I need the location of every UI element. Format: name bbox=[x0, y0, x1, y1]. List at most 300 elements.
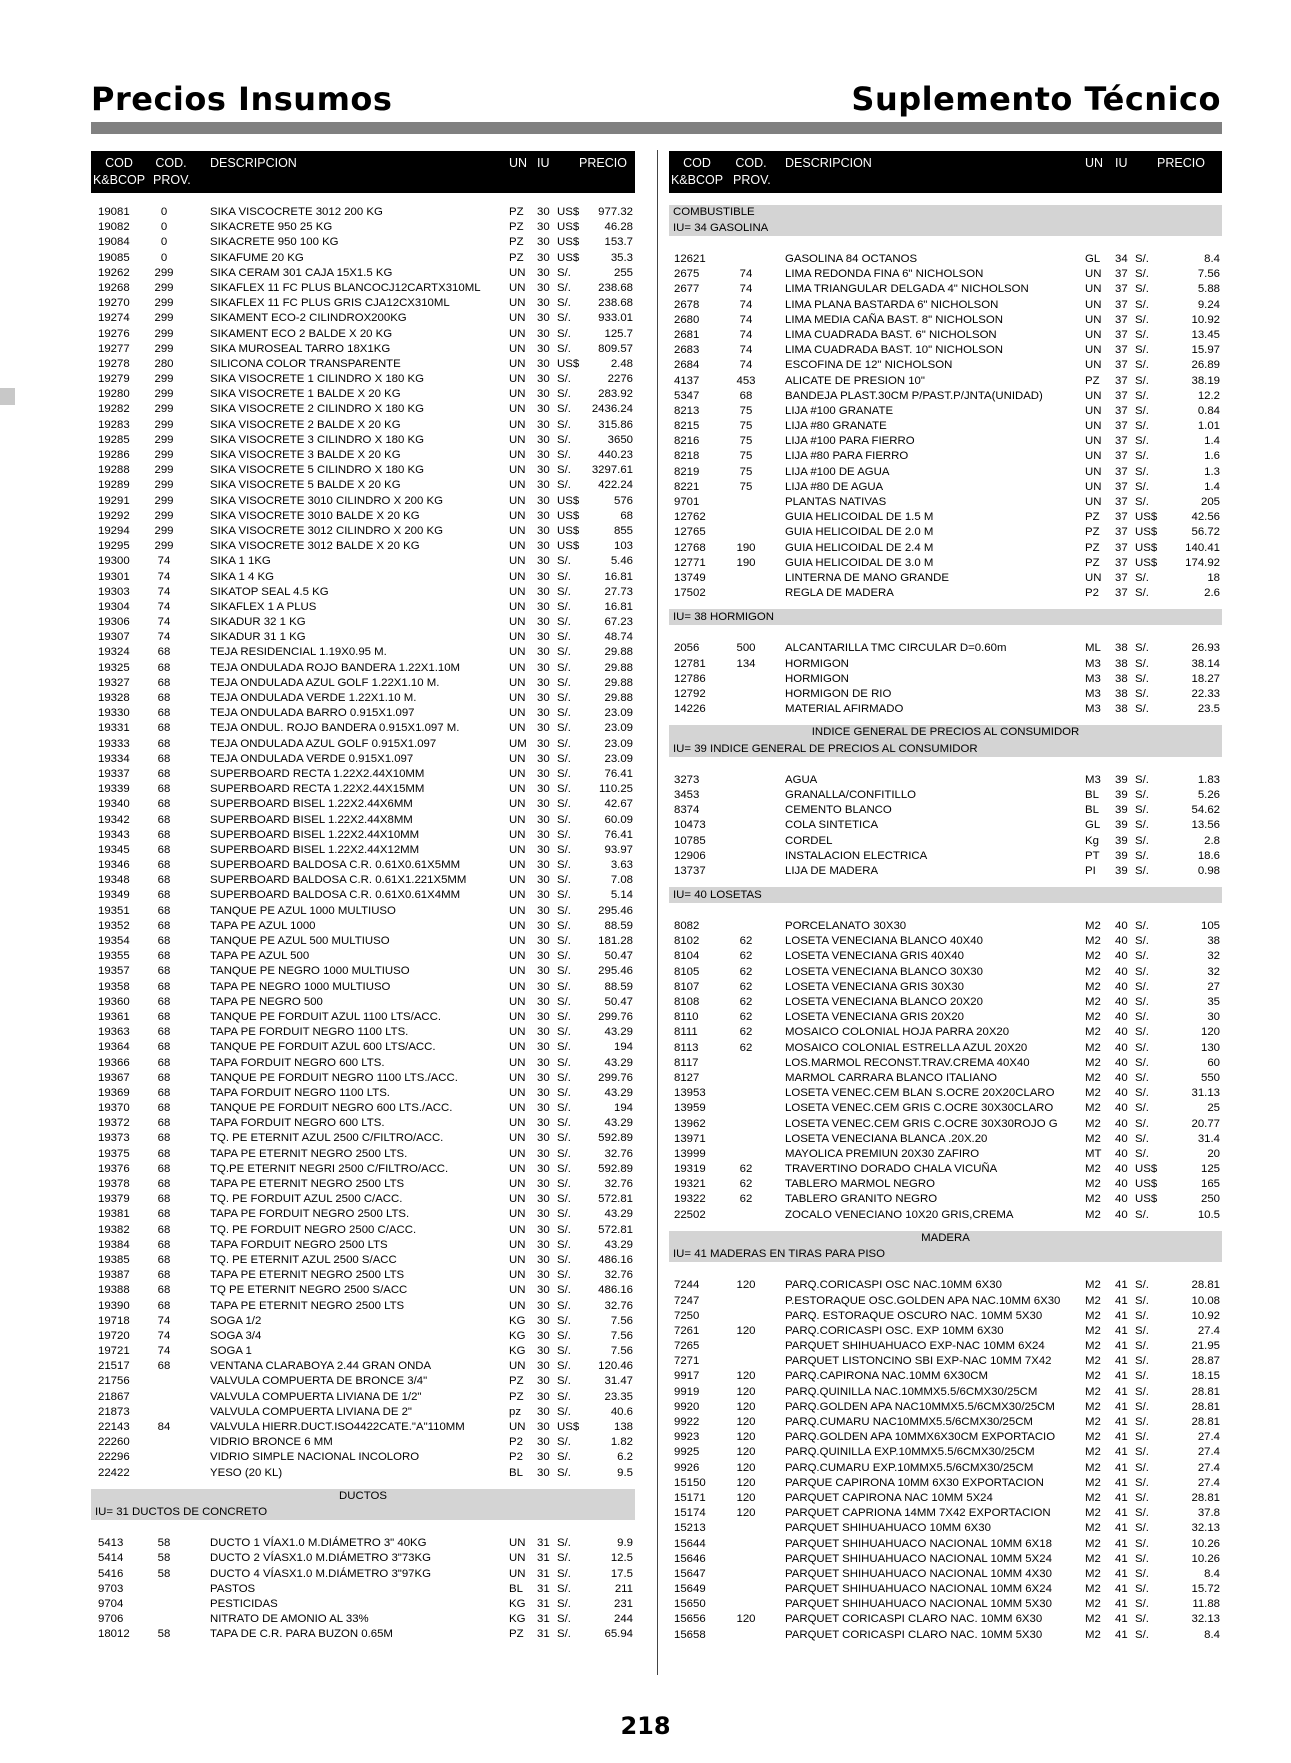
cell-unit: UN bbox=[509, 418, 526, 431]
cell-price: 1.82 bbox=[610, 1436, 633, 1449]
cell-cod: 22502 bbox=[674, 1208, 706, 1221]
cell-cod: 19324 bbox=[98, 646, 130, 659]
cell-unit: M3 bbox=[1085, 773, 1101, 786]
cell-price: 18.6 bbox=[1197, 849, 1220, 862]
cell-price: 32.76 bbox=[604, 1147, 633, 1160]
cell-price: 2436.24 bbox=[591, 403, 633, 416]
cell-prov: 120 bbox=[736, 1446, 756, 1459]
cell-description: LOSETA VENEC.CEM GRIS C.OCRE 30X30ROJO G bbox=[785, 1117, 1058, 1130]
table-row bbox=[669, 1147, 1222, 1162]
cell-prov: 299 bbox=[154, 524, 174, 537]
cell-currency: S/. bbox=[557, 1329, 571, 1342]
cell-description: TAPA FORDUIT NEGRO 600 LTS. bbox=[210, 1056, 385, 1069]
cell-currency: S/. bbox=[1135, 1011, 1149, 1024]
cell-price: 592.89 bbox=[598, 1132, 633, 1145]
cell-unit: M2 bbox=[1085, 1309, 1101, 1322]
table-row bbox=[669, 1369, 1222, 1384]
cell-description: LIMA MEDIA CAÑA BAST. 8" NICHOLSON bbox=[785, 313, 1003, 326]
cell-unit: UN bbox=[509, 1208, 526, 1221]
table-row bbox=[91, 630, 635, 645]
cell-prov: 62 bbox=[739, 1011, 753, 1024]
cell-price: 20 bbox=[1207, 1147, 1220, 1160]
cell-price: 43.29 bbox=[604, 1056, 633, 1069]
cell-currency: S/. bbox=[557, 1628, 571, 1641]
cell-unit: GL bbox=[1085, 819, 1101, 832]
table-row bbox=[669, 1101, 1222, 1116]
cell-currency: US$ bbox=[557, 236, 580, 249]
cell-price: 7.56 bbox=[610, 1329, 633, 1342]
cell-description: TEJA RESIDENCIAL 1.19X0.95 M. bbox=[210, 646, 387, 659]
cell-cod: 8213 bbox=[674, 404, 700, 417]
cell-cod: 19381 bbox=[98, 1208, 130, 1221]
cell-currency: US$ bbox=[557, 524, 580, 537]
cell-prov: 190 bbox=[736, 556, 756, 569]
cell-price: 299.76 bbox=[598, 1071, 633, 1084]
cell-price: 283.92 bbox=[598, 388, 633, 401]
cell-iu: 40 bbox=[1115, 965, 1128, 978]
cell-currency: S/. bbox=[1135, 1355, 1149, 1368]
cell-description: SIKAFUME 20 KG bbox=[210, 251, 304, 264]
price-table-left bbox=[91, 151, 635, 1643]
cell-iu: 40 bbox=[1115, 950, 1128, 963]
cell-unit: PT bbox=[1085, 849, 1100, 862]
cell-iu: 40 bbox=[1115, 1011, 1128, 1024]
cell-currency: S/. bbox=[557, 1345, 571, 1358]
cell-iu: 30 bbox=[537, 1162, 550, 1175]
cell-unit: UN bbox=[509, 1360, 526, 1373]
table-row bbox=[91, 1207, 635, 1222]
table-row bbox=[91, 554, 635, 569]
cell-cod: 12765 bbox=[674, 526, 706, 539]
cell-iu: 30 bbox=[537, 1178, 550, 1190]
cell-iu: 30 bbox=[537, 919, 550, 932]
cell-unit: UN bbox=[509, 616, 526, 629]
cell-price: 1.3 bbox=[1204, 465, 1220, 478]
cell-cod: 19268 bbox=[98, 281, 130, 294]
cell-description: PARQUET SHIHUAHUACO 10MM 6X30 bbox=[785, 1522, 991, 1535]
cell-price: 21.95 bbox=[1191, 1340, 1220, 1353]
cell-currency: S/. bbox=[557, 813, 571, 826]
cell-description: MAYOLICA PREMIUN 20X30 ZAFIRO bbox=[785, 1147, 980, 1160]
cell-description: VALVULA HIERR.DUCT.ISO4422CATE."A"110MM bbox=[210, 1421, 465, 1433]
table-row bbox=[91, 767, 635, 782]
cell-description: LOSETA VENECIANA BLANCA .20X.20 bbox=[785, 1132, 988, 1145]
cell-price: 46.28 bbox=[604, 221, 633, 234]
table-row bbox=[669, 1056, 1222, 1071]
cell-unit: pz bbox=[509, 1405, 522, 1418]
cell-currency: S/. bbox=[1135, 374, 1149, 387]
cell-price: 67.23 bbox=[604, 616, 633, 629]
cell-unit: M2 bbox=[1085, 1026, 1101, 1039]
cell-currency: S/. bbox=[1135, 1026, 1149, 1039]
cell-cod: 15171 bbox=[674, 1491, 706, 1504]
cell-iu: 39 bbox=[1115, 804, 1128, 817]
cell-description: TANQUE PE FORDUIT AZUL 1100 LTS/ACC. bbox=[210, 1010, 442, 1023]
table-row bbox=[669, 818, 1222, 833]
cell-unit: UN bbox=[509, 524, 526, 537]
cell-unit: UN bbox=[509, 1010, 526, 1023]
cell-currency: S/. bbox=[557, 1552, 571, 1565]
cell-description: ALICATE DE PRESION 10" bbox=[785, 374, 925, 387]
cell-unit: UN bbox=[1085, 389, 1102, 402]
cell-iu: 30 bbox=[537, 965, 550, 978]
table-row bbox=[669, 571, 1222, 586]
table-row bbox=[669, 389, 1222, 404]
cell-unit: UN bbox=[509, 631, 526, 644]
cell-iu: 30 bbox=[537, 1360, 550, 1373]
cell-currency: S/. bbox=[557, 965, 571, 978]
cell-iu: 30 bbox=[537, 1284, 550, 1297]
cell-iu: 40 bbox=[1115, 1041, 1128, 1054]
cell-prov: 74 bbox=[739, 283, 753, 296]
table-row bbox=[669, 1445, 1222, 1460]
cell-iu: 30 bbox=[537, 616, 550, 629]
cell-iu: 37 bbox=[1115, 298, 1128, 311]
cell-cod: 19286 bbox=[98, 449, 130, 461]
cell-price: 43.29 bbox=[604, 1026, 633, 1039]
cell-currency: S/. bbox=[557, 570, 571, 583]
cell-unit: KG bbox=[509, 1329, 526, 1342]
cell-iu: 37 bbox=[1115, 328, 1128, 341]
cell-currency: S/. bbox=[557, 1208, 571, 1221]
table-row bbox=[91, 737, 635, 752]
header-iu: IU bbox=[1115, 156, 1128, 170]
cell-unit: UN bbox=[1085, 450, 1102, 463]
cell-currency: S/. bbox=[557, 950, 571, 963]
cell-description: SIKA VISOCRETE 2 CILINDRO X 180 KG bbox=[210, 403, 424, 416]
cell-price: 440.23 bbox=[598, 449, 633, 461]
cell-description: GRANALLA/CONFITILLO bbox=[785, 788, 917, 801]
cell-iu: 39 bbox=[1115, 788, 1128, 801]
table-row bbox=[91, 251, 635, 266]
cell-unit: UN bbox=[509, 676, 526, 689]
table-row bbox=[669, 1491, 1222, 1506]
spacer bbox=[669, 601, 1222, 609]
category-label: IU= 40 LOSETAS bbox=[669, 887, 1222, 903]
cell-currency: S/. bbox=[557, 798, 571, 811]
cell-cod: 19370 bbox=[98, 1102, 130, 1115]
cell-currency: S/. bbox=[1135, 1117, 1149, 1130]
cell-currency: S/. bbox=[1135, 1431, 1149, 1444]
cell-unit: UN bbox=[509, 342, 526, 355]
cell-cod: 15656 bbox=[674, 1613, 706, 1626]
cell-price: 231 bbox=[613, 1598, 633, 1610]
cell-currency: S/. bbox=[1135, 435, 1149, 448]
cell-description: TAPA PE NEGRO 1000 MULTIUSO bbox=[210, 980, 391, 993]
cell-iu: 30 bbox=[537, 1026, 550, 1039]
cell-description: SIKA VISOCRETE 3010 BALDE X 20 KG bbox=[210, 509, 420, 522]
cell-cod: 19351 bbox=[98, 904, 130, 917]
cell-currency: S/. bbox=[1135, 849, 1149, 862]
cell-currency: S/. bbox=[1135, 1476, 1149, 1489]
cell-price: 29.88 bbox=[604, 676, 633, 689]
cell-cod: 12621 bbox=[674, 253, 706, 265]
cell-unit: PZ bbox=[1085, 526, 1100, 539]
cell-cod: 19291 bbox=[98, 494, 130, 507]
table-row bbox=[91, 813, 635, 828]
table-row bbox=[669, 1415, 1222, 1430]
table-row bbox=[669, 374, 1222, 389]
cell-description: PARQ.CAPIRONA NAC.10MM 6X30CM bbox=[785, 1370, 988, 1383]
cell-cod: 8107 bbox=[674, 980, 700, 993]
cell-cod: 15150 bbox=[674, 1476, 706, 1489]
cell-description: PARQUET LISTONCINO SBI EXP-NAC 10MM 7X42 bbox=[785, 1355, 1052, 1368]
cell-currency: S/. bbox=[1135, 1147, 1149, 1160]
cell-unit: MT bbox=[1085, 1147, 1102, 1160]
cell-currency: S/. bbox=[1135, 980, 1149, 993]
cell-currency: US$ bbox=[557, 1421, 580, 1433]
cell-prov: 68 bbox=[157, 783, 171, 796]
cell-unit: M2 bbox=[1085, 1476, 1101, 1489]
cell-unit: UN bbox=[509, 449, 526, 461]
table-row bbox=[669, 1339, 1222, 1354]
table-row bbox=[91, 949, 635, 964]
table-row bbox=[91, 919, 635, 934]
cell-prov: 74 bbox=[157, 1345, 171, 1358]
cell-cod: 15650 bbox=[674, 1598, 706, 1611]
cell-currency: S/. bbox=[1135, 1522, 1149, 1535]
cell-unit: M2 bbox=[1085, 1163, 1101, 1176]
cell-iu: 30 bbox=[537, 904, 550, 917]
cell-price: 16.81 bbox=[604, 600, 633, 613]
cell-iu: 30 bbox=[537, 995, 550, 1008]
cell-iu: 30 bbox=[537, 312, 550, 325]
table-row bbox=[91, 1025, 635, 1040]
cell-cod: 19358 bbox=[98, 980, 130, 993]
cell-prov: 74 bbox=[157, 570, 171, 583]
table-row bbox=[669, 480, 1222, 495]
cell-price: 12.2 bbox=[1197, 389, 1220, 402]
cell-price: 22.33 bbox=[1191, 687, 1220, 700]
spacer bbox=[669, 879, 1222, 887]
cell-iu: 40 bbox=[1115, 996, 1128, 1008]
cell-prov: 299 bbox=[154, 433, 174, 446]
cell-iu: 40 bbox=[1115, 920, 1128, 933]
cell-cod: 3273 bbox=[674, 773, 700, 786]
cell-description: BANDEJA PLAST.30CM P/PAST.P/JNTA(UNIDAD) bbox=[785, 389, 1043, 402]
cell-iu: 30 bbox=[537, 433, 550, 446]
table-row bbox=[669, 1071, 1222, 1086]
cell-iu: 37 bbox=[1115, 313, 1128, 326]
cell-unit: UN bbox=[509, 1223, 526, 1236]
cell-description: PARQ.GOLDEN APA 10MMX6X30CM EXPORTACIO bbox=[785, 1431, 1056, 1444]
cell-currency: S/. bbox=[557, 631, 571, 644]
table-row bbox=[669, 788, 1222, 803]
cell-unit: PZ bbox=[509, 1390, 524, 1403]
cell-prov: 68 bbox=[157, 1026, 171, 1039]
cell-iu: 30 bbox=[537, 722, 550, 735]
cell-currency: S/. bbox=[557, 828, 571, 841]
cell-prov: 74 bbox=[157, 585, 171, 598]
cell-description: TANQUE PE AZUL 1000 MULTIUSO bbox=[210, 904, 396, 917]
cell-cod: 9701 bbox=[674, 496, 700, 508]
cell-unit: UN bbox=[509, 297, 526, 310]
cell-unit: BL bbox=[1085, 804, 1099, 817]
cell-currency: S/. bbox=[557, 1102, 571, 1115]
cell-price: 32.76 bbox=[604, 1269, 633, 1282]
cell-cod: 19385 bbox=[98, 1253, 130, 1266]
cell-cod: 5414 bbox=[98, 1552, 124, 1565]
cell-description: SIKA MUROSEAL TARRO 18X1KG bbox=[210, 342, 391, 355]
cell-cod: 19306 bbox=[98, 616, 130, 629]
cell-currency: S/. bbox=[557, 373, 571, 386]
cell-description: LOSETA VENECIANA BLANCO 40X40 bbox=[785, 935, 983, 948]
cell-currency: US$ bbox=[557, 357, 580, 370]
cell-cod: 7261 bbox=[674, 1324, 700, 1337]
cell-currency: S/. bbox=[557, 433, 571, 446]
header-desc: DESCRIPCION bbox=[210, 156, 297, 170]
cell-iu: 41 bbox=[1115, 1385, 1128, 1398]
cell-unit: ML bbox=[1085, 642, 1101, 655]
cell-currency: S/. bbox=[557, 464, 571, 477]
cell-description: SIKADUR 31 1 KG bbox=[210, 631, 306, 644]
cell-prov: 500 bbox=[736, 642, 756, 655]
cell-prov: 68 bbox=[157, 859, 171, 872]
cell-price: 27.4 bbox=[1197, 1446, 1220, 1459]
cell-iu: 31 bbox=[537, 1567, 550, 1580]
cell-prov: 68 bbox=[157, 676, 171, 689]
cell-cod: 8218 bbox=[674, 450, 700, 463]
cell-description: SIKAFLEX 1 A PLUS bbox=[210, 600, 317, 613]
cell-prov: 68 bbox=[157, 1041, 171, 1054]
cell-unit: UN bbox=[509, 1102, 526, 1115]
cell-price: 295.46 bbox=[598, 965, 633, 978]
cell-price: 165 bbox=[1200, 1178, 1220, 1191]
cell-description: LIMA CUADRADA BAST. 6" NICHOLSON bbox=[785, 328, 997, 341]
cell-unit: UN bbox=[509, 585, 526, 598]
cell-description: SIKA VISOCRETE 1 CILINDRO X 180 KG bbox=[210, 373, 424, 386]
cell-iu: 37 bbox=[1115, 571, 1128, 584]
cell-cod: 15646 bbox=[674, 1552, 706, 1565]
cell-prov: 62 bbox=[739, 1026, 753, 1039]
cell-currency: US$ bbox=[557, 221, 580, 234]
cell-description: SIKA VISOCRETE 2 BALDE X 20 KG bbox=[210, 418, 401, 431]
cell-iu: 40 bbox=[1115, 1208, 1128, 1221]
cell-prov: 0 bbox=[160, 236, 168, 249]
cell-iu: 30 bbox=[537, 1193, 550, 1206]
cell-prov: 68 bbox=[157, 995, 171, 1008]
table-row bbox=[91, 1435, 635, 1450]
cell-iu: 41 bbox=[1115, 1522, 1128, 1535]
table-row bbox=[91, 585, 635, 600]
cell-description: TAPA PE ETERNIT NEGRO 2500 LTS bbox=[210, 1299, 405, 1312]
cell-unit: PZ bbox=[509, 221, 524, 234]
cell-price: 153.7 bbox=[604, 236, 633, 249]
cell-unit: PI bbox=[1085, 864, 1096, 877]
table-row bbox=[669, 702, 1222, 717]
cell-prov: 68 bbox=[157, 767, 171, 780]
cell-unit: PZ bbox=[1085, 511, 1100, 524]
cell-price: 23.35 bbox=[604, 1390, 633, 1403]
cell-price: 1.6 bbox=[1204, 450, 1220, 463]
cell-unit: M2 bbox=[1085, 1567, 1101, 1580]
cell-price: 855 bbox=[613, 524, 633, 537]
cell-cod: 19390 bbox=[98, 1299, 130, 1312]
cell-iu: 30 bbox=[537, 1117, 550, 1130]
cell-iu: 37 bbox=[1115, 374, 1128, 387]
cell-price: 27.4 bbox=[1197, 1476, 1220, 1489]
cell-description: TEJA ONDULADA AZUL GOLF 0.915X1.097 bbox=[210, 737, 437, 750]
cell-currency: S/. bbox=[557, 783, 571, 796]
cell-prov: 68 bbox=[157, 1223, 171, 1236]
cell-description: PARQ.QUINILLA NAC.10MMX5.5/6CMX30/25CM bbox=[785, 1385, 1038, 1398]
cell-description: TAPA PE FORDUIT NEGRO 2500 LTS. bbox=[210, 1208, 410, 1221]
table-row bbox=[669, 1506, 1222, 1521]
cell-iu: 30 bbox=[537, 251, 550, 264]
table-row bbox=[91, 995, 635, 1010]
cell-currency: S/. bbox=[557, 327, 571, 340]
cell-iu: 40 bbox=[1115, 1071, 1128, 1084]
cell-currency: S/. bbox=[1135, 1446, 1149, 1459]
cell-price: 25 bbox=[1207, 1102, 1220, 1115]
cell-iu: 30 bbox=[537, 661, 550, 674]
cell-description: VIDRIO SIMPLE NACIONAL INCOLORO bbox=[210, 1451, 420, 1464]
table-row bbox=[669, 1086, 1222, 1101]
cell-price: 35.3 bbox=[610, 251, 633, 264]
cell-description: LOSETA VENECIANA GRIS 20X20 bbox=[785, 1011, 964, 1024]
table-row bbox=[91, 1177, 635, 1192]
cell-unit: UN bbox=[1085, 344, 1102, 357]
cell-prov: 299 bbox=[154, 464, 174, 477]
cell-unit: UN bbox=[509, 1269, 526, 1282]
cell-cod: 8221 bbox=[674, 480, 700, 493]
cell-description: MARMOL CARRARA BLANCO ITALIANO bbox=[785, 1071, 998, 1084]
cell-currency: US$ bbox=[1135, 526, 1158, 539]
cell-price: 1.4 bbox=[1204, 480, 1220, 493]
cell-currency: S/. bbox=[557, 646, 571, 659]
cell-cod: 10473 bbox=[674, 819, 706, 832]
cell-unit: UN bbox=[509, 707, 526, 720]
category-label: IU= 38 HORMIGON bbox=[669, 609, 1222, 625]
cell-unit: UN bbox=[509, 1193, 526, 1206]
cell-currency: S/. bbox=[1135, 1507, 1149, 1520]
cell-cod: 17502 bbox=[674, 587, 706, 600]
cell-prov: 84 bbox=[157, 1421, 171, 1433]
cell-unit: UN bbox=[1085, 465, 1102, 478]
cell-iu: 39 bbox=[1115, 773, 1128, 786]
cell-prov: 68 bbox=[157, 980, 171, 993]
cell-iu: 30 bbox=[537, 1329, 550, 1342]
cell-prov: 68 bbox=[157, 661, 171, 674]
cell-currency: S/. bbox=[1135, 1056, 1149, 1069]
cell-iu: 39 bbox=[1115, 834, 1128, 847]
cell-iu: 41 bbox=[1115, 1552, 1128, 1565]
table-row bbox=[669, 1552, 1222, 1567]
cell-description: TEJA ONDULADA VERDE 0.915X1.097 bbox=[210, 752, 414, 765]
cell-cod: 9926 bbox=[674, 1461, 700, 1474]
table-row bbox=[91, 1582, 635, 1597]
table-row bbox=[669, 949, 1222, 964]
cell-currency: S/. bbox=[557, 1117, 571, 1130]
cell-currency: S/. bbox=[557, 600, 571, 613]
section-heading: INDICE GENERAL DE PRECIOS AL CONSUMIDOR bbox=[669, 725, 1222, 741]
cell-description: SIKA VISOCRETE 3010 CILINDRO X 200 KG bbox=[210, 494, 443, 507]
cell-currency: S/. bbox=[1135, 1628, 1149, 1641]
cell-iu: 31 bbox=[537, 1613, 550, 1626]
cell-cod: 15174 bbox=[674, 1507, 706, 1520]
cell-currency: S/. bbox=[1135, 965, 1149, 978]
cell-unit: UN bbox=[509, 327, 526, 340]
cell-iu: 37 bbox=[1115, 587, 1128, 600]
cell-prov: 58 bbox=[157, 1552, 171, 1565]
cell-description: PARQUET CAPRIONA 14MM 7X42 EXPORTACION bbox=[785, 1507, 1051, 1520]
cell-cod: 22260 bbox=[98, 1436, 130, 1449]
cell-description: LIJA #100 DE AGUA bbox=[785, 465, 890, 478]
table-row bbox=[669, 864, 1222, 879]
cell-cod: 15213 bbox=[674, 1522, 706, 1535]
cell-iu: 40 bbox=[1115, 1056, 1128, 1069]
cell-unit: UN bbox=[509, 600, 526, 613]
